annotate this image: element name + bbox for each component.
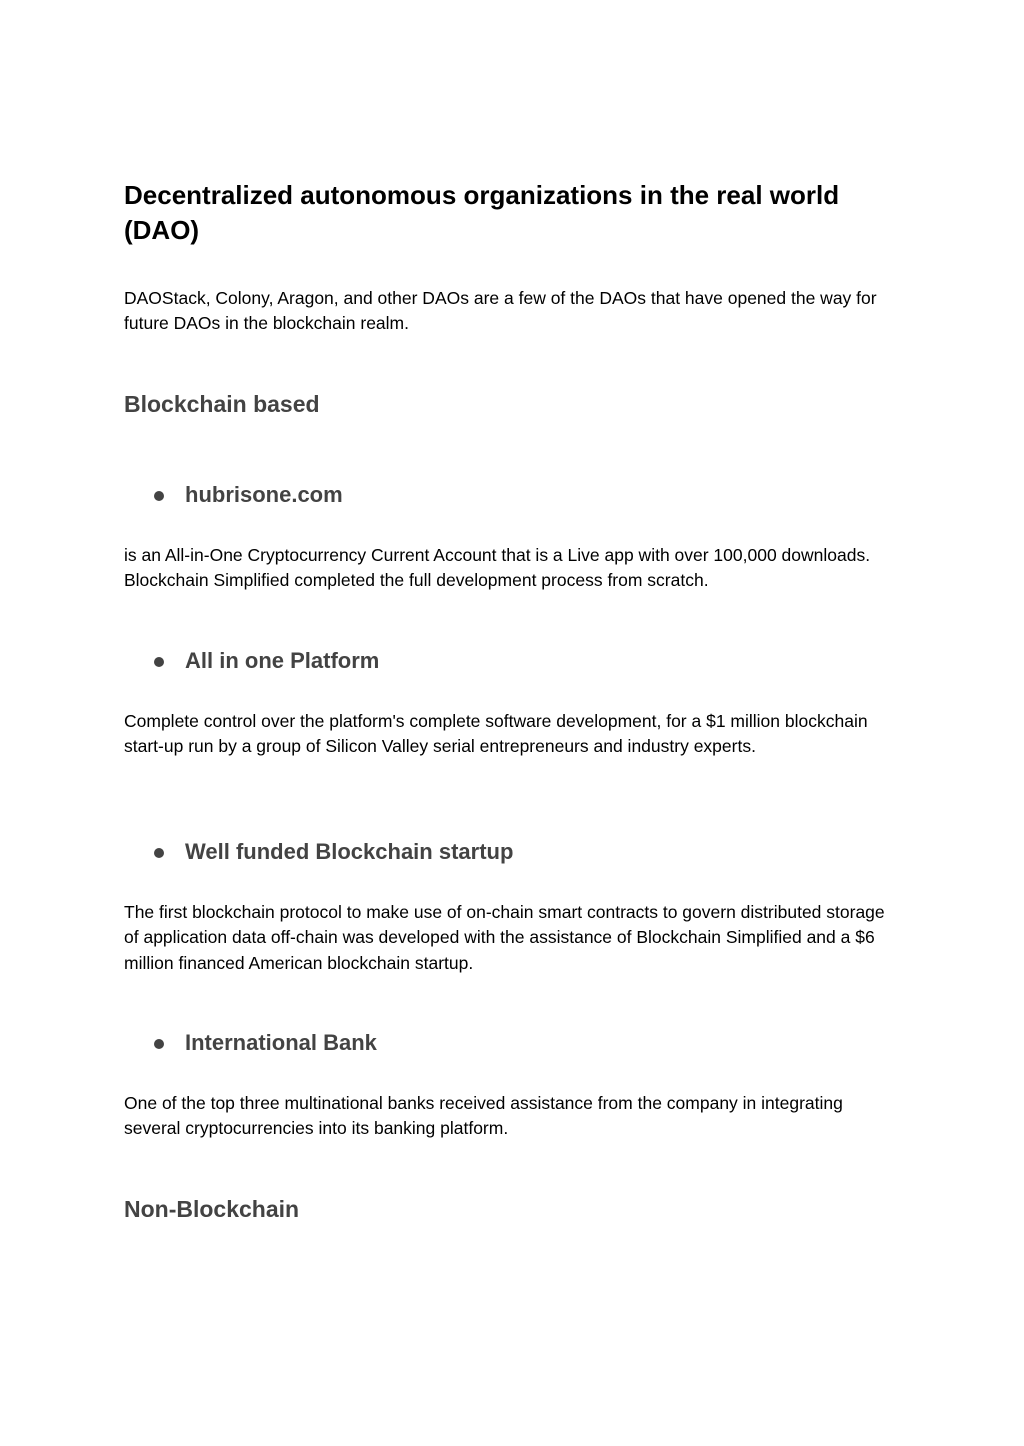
bullet-dot-icon [154,657,164,667]
item-heading: All in one Platform [185,648,380,673]
bullet-dot-icon [154,491,164,501]
bullet-dot-icon [154,848,164,858]
bullet-dot-icon [154,1039,164,1049]
section-heading-blockchain-based: Blockchain based [124,391,320,417]
item-description: One of the top three multinational banks received assistance from the company in integrating several cryptocurrencies into its banking platform. [124,1093,843,1139]
item-heading: hubrisone.com [185,482,343,507]
list-item-well-funded-startup [154,837,513,867]
item-description: is an All-in-One Cryptocurrency Current Account that is a Live app with over 100,000 downloads. Blockchain Simplified completed the full development process from scratch. [124,545,871,591]
list-item-all-in-one-platform [154,646,379,676]
document-title: Decentralized autonomous organizations in the real world (DAO) [124,180,840,245]
item-heading: International Bank [185,1030,377,1055]
item-description: The first blockchain protocol to make use of on-chain smart contracts to govern distributed storage of application data off-chain was developed with the assistance of Blockchain Simplified and a $6 million financed American blockchain startup. [124,902,885,973]
list-item-international-bank [154,1028,377,1058]
list-item-hubrisone [154,480,343,510]
section-heading-non-blockchain: Non-Blockchain [124,1196,300,1222]
item-heading: Well funded Blockchain startup [185,839,514,864]
item-description: Complete control over the platform's complete software development, for a $1 million blockchain start-up run by a group of Silicon Valley serial entrepreneurs and industry experts. [124,711,868,757]
intro-paragraph: DAOStack, Colony, Aragon, and other DAOs are a few of the DAOs that have opened the way for future DAOs in the blockchain realm. [124,288,877,334]
